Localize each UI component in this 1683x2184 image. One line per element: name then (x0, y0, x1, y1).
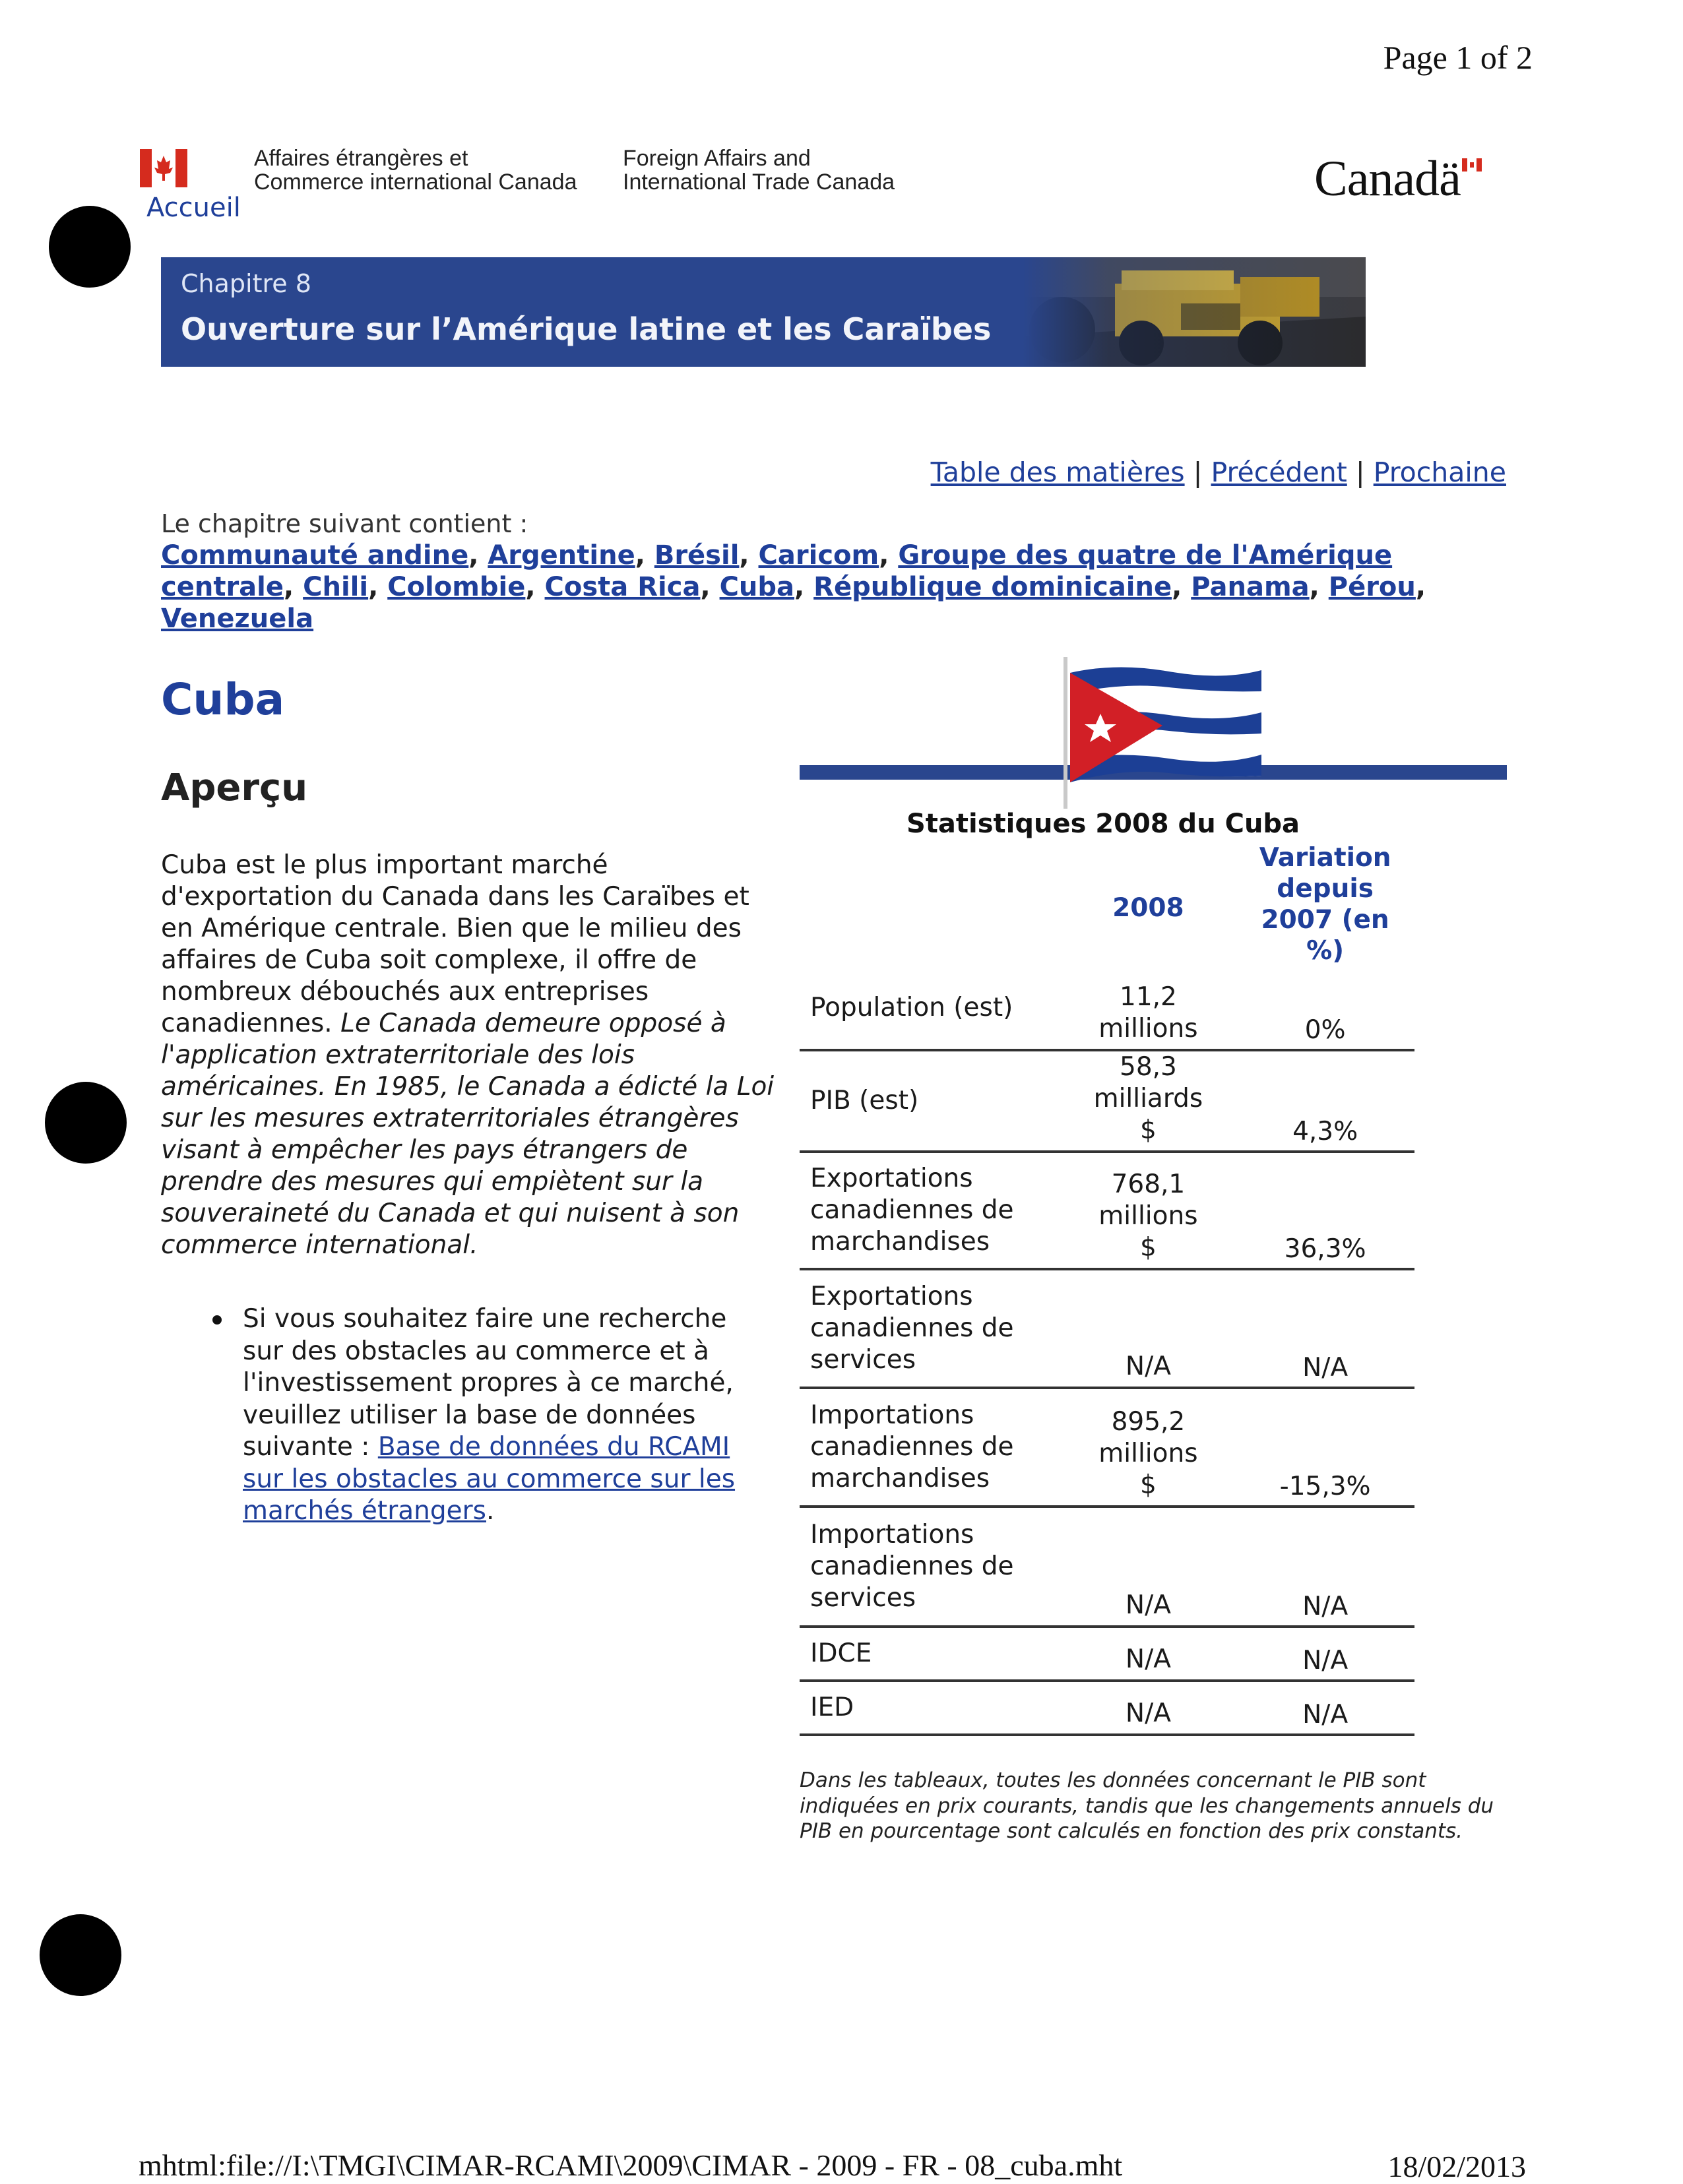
stats-row-change: N/A (1236, 1681, 1414, 1735)
country-link[interactable]: Pérou (1328, 572, 1416, 602)
canada-flag-icon (140, 149, 187, 187)
home-link[interactable]: Accueil (146, 193, 241, 223)
country-link[interactable]: Colombie (387, 572, 526, 602)
nav-separator: | (1193, 456, 1203, 488)
nav-separator: | (1355, 456, 1365, 488)
stats-row-change: 4,3% (1236, 1050, 1414, 1152)
rcami-database-link[interactable]: Base de données du RCAMI sur les obstacles au commerce sur les marchés étrangers (243, 1432, 736, 1526)
footer-url: mhtml:file://I:\TMGI\CIMAR-RCAMI\2009\CIMAR - 2009 - FR - 08_cuba.mht (139, 2148, 1123, 2182)
stats-row-value: 58,3 milliards $ (1061, 1050, 1236, 1152)
next-link[interactable]: Prochaine (1373, 456, 1506, 488)
canada-wordmark: Canadä (1314, 151, 1461, 206)
punch-hole (40, 1914, 121, 1996)
country-link[interactable]: Argentine (488, 540, 635, 571)
stats-row-value: N/A (1061, 1269, 1236, 1388)
punch-hole (45, 1082, 127, 1164)
chapter-intro: Le chapitre suivant contient : (161, 509, 528, 538)
chapter-nav (931, 456, 1506, 488)
stats-row-value: N/A (1061, 1681, 1236, 1735)
stats-row-change: -15,3% (1236, 1388, 1414, 1507)
table-note: Dans les tableaux, toutes les données concernant le PIB sont indiquées en prix courants, tandis que les changements annuels du PIB en pourcentage sont calculés en fonction des prix constants. (800, 1768, 1494, 1843)
department-name-en (623, 146, 895, 194)
country-separator: , (1415, 572, 1426, 602)
banner-title: Ouverture sur l’Amérique latine et les Caraïbes (181, 311, 992, 347)
country-link[interactable]: Caricom (758, 540, 879, 571)
country-separator: , (635, 540, 654, 571)
dept-en-line: Foreign Affairs and (623, 146, 811, 171)
wordmark-flag-icon (1462, 158, 1482, 172)
punch-hole (49, 206, 131, 288)
dept-fr-line: Affaires étrangères et (254, 146, 468, 171)
country-separator: , (879, 540, 899, 571)
stats-row-label: Exportations canadiennes de marchandises (800, 1152, 1061, 1269)
stats-row-change: 36,3% (1236, 1152, 1414, 1269)
country-link[interactable]: Communauté andine (161, 540, 469, 571)
stats-header-empty (800, 842, 1061, 967)
stats-header-year: 2008 (1112, 892, 1184, 923)
country-separator: , (284, 572, 303, 602)
stats-row (800, 1388, 1414, 1507)
page-number: Page 1 of 2 (1383, 39, 1533, 76)
stats-row-value: 895,2 millions $ (1061, 1388, 1236, 1507)
bullet-end: . (486, 1496, 495, 1526)
dept-fr-line: Commerce international Canada (254, 170, 577, 195)
stats-row-value: N/A (1061, 1627, 1236, 1681)
bullet-icon (212, 1315, 222, 1325)
overview-text: Cuba est le plus important marché d'exportation du Canada dans les Caraïbes et en Amérique centrale. Bien que le milieu des affaires de Cuba soit complexe, il offre de nombreux débouchés aux entreprises canadiennes. (161, 850, 749, 1038)
stats-row-change: N/A (1236, 1269, 1414, 1388)
stats-title: Statistiques 2008 du Cuba (906, 809, 1300, 839)
stats-table (800, 842, 1414, 1736)
stats-row-label: Importations canadiennes de marchandises (800, 1388, 1061, 1507)
country-link[interactable]: Venezuela (161, 604, 314, 634)
previous-link[interactable]: Précédent (1211, 456, 1347, 488)
department-name-fr (254, 146, 577, 194)
country-separator: , (794, 572, 814, 602)
country-link[interactable]: Cuba (719, 572, 795, 602)
chapter-banner (161, 257, 1366, 367)
country-link[interactable]: Costa Rica (544, 572, 701, 602)
country-link[interactable]: Brésil (654, 540, 740, 571)
country-link[interactable]: Groupe des quatre de l'Amérique centrale (161, 540, 1393, 602)
stats-row-value: 11,2 millions (1061, 967, 1236, 1050)
country-separator: , (525, 572, 545, 602)
overview-italic-text: Le Canada demeure opposé à l'application extraterritoriale des lois américaines. En 1985, le Canada a édicté la Loi sur les mesures extraterritoriales étrangères visant à empêcher les pays étrangers de prendre des mesures qui empiètent sur la souveraineté du Canada et qui nuisent à son commerce international. (161, 1009, 775, 1260)
country-separator: , (739, 540, 759, 571)
country-separator: , (468, 540, 488, 571)
stats-row (800, 1050, 1414, 1152)
stats-row (800, 1681, 1414, 1735)
toc-link[interactable]: Table des matières (930, 456, 1185, 488)
section-heading: Aperçu (161, 766, 308, 809)
country-separator: , (1309, 572, 1329, 602)
stats-row-label: Exportations canadiennes de services (800, 1269, 1061, 1388)
stats-row-label: Importations canadiennes de services (800, 1507, 1061, 1627)
overview-paragraph (161, 850, 775, 1261)
dept-en-line: International Trade Canada (623, 170, 895, 195)
stats-row (800, 1269, 1414, 1388)
country-separator: , (1172, 572, 1191, 602)
country-separator: , (700, 572, 720, 602)
page-title: Cuba (161, 674, 285, 725)
stats-row-value: N/A (1061, 1507, 1236, 1627)
country-link[interactable]: Panama (1191, 572, 1310, 602)
stats-row-change: N/A (1236, 1507, 1414, 1627)
stats-row-change: N/A (1236, 1627, 1414, 1681)
stats-row-change: 0% (1236, 967, 1414, 1050)
stats-header-row (800, 842, 1414, 967)
bullet-item (243, 1303, 771, 1528)
banner-chapter: Chapitre 8 (181, 269, 311, 298)
stats-row-value: 768,1 millions $ (1061, 1152, 1236, 1269)
cuba-flag-icon (1060, 657, 1271, 809)
stats-row (800, 1507, 1414, 1627)
stats-row-label: PIB (est) (800, 1050, 1061, 1152)
stats-row-label: Population (est) (800, 967, 1061, 1050)
mining-truck-photo (1023, 257, 1366, 367)
country-link[interactable]: Chili (303, 572, 369, 602)
footer-date: 18/02/2013 (1387, 2150, 1526, 2183)
country-link[interactable]: République dominicaine (813, 572, 1172, 602)
stats-header-change: Variation depuis 2007 (en %) (1259, 843, 1391, 966)
country-separator: , (368, 572, 388, 602)
stats-row (800, 1152, 1414, 1269)
stats-row (800, 967, 1414, 1050)
bullet-text: Si vous souhaitez faire une recherche sur des obstacles au commerce et à l'investissement propres à ce marché, veuillez utiliser la base de données suivante : (243, 1304, 734, 1462)
country-list (161, 540, 1428, 635)
stats-row-label: IED (800, 1681, 1061, 1735)
stats-row-label: IDCE (800, 1627, 1061, 1681)
stats-row (800, 1627, 1414, 1681)
